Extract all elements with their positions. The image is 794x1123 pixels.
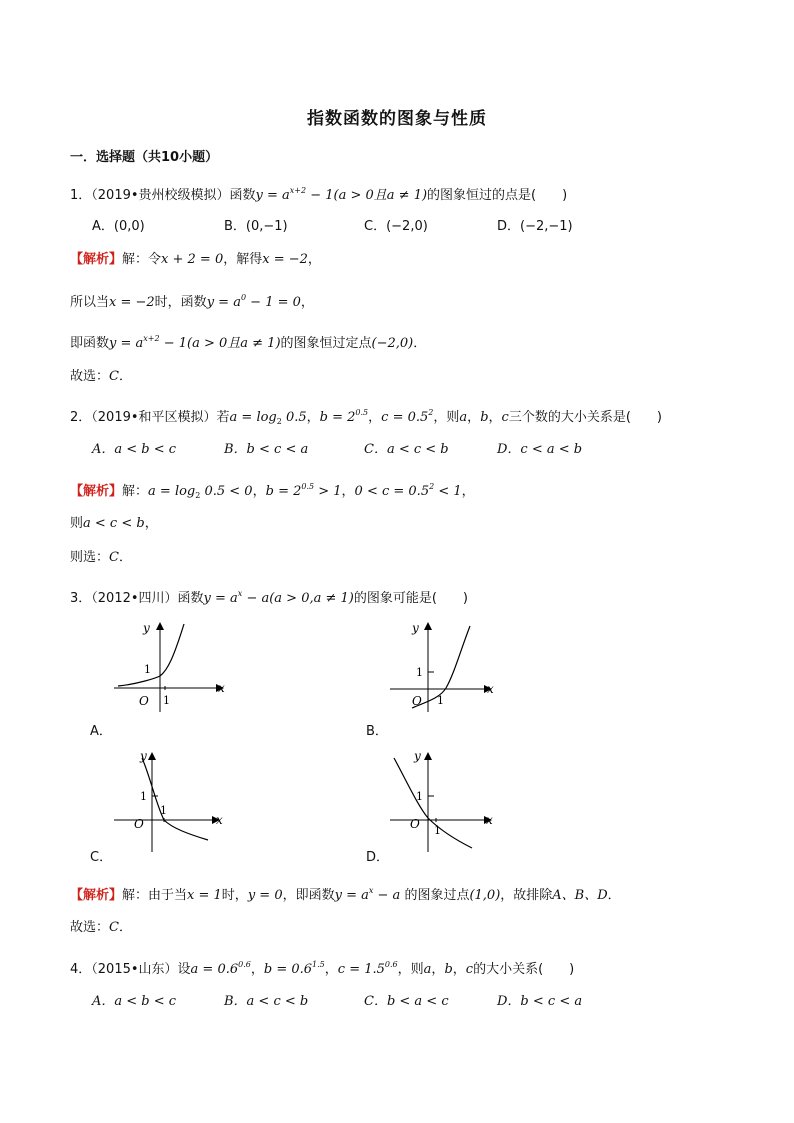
question-4-option-d: D．b < c < a	[497, 994, 583, 1009]
graph-c-x-label: x	[216, 813, 223, 827]
graph-a-tick-x: 1	[163, 694, 170, 707]
graph-d-y-arrow	[424, 752, 432, 760]
graph-option-c	[108, 744, 228, 856]
graph-option-d	[384, 744, 504, 856]
question-2-solution-line-2: 则a < c < b，	[70, 516, 158, 531]
question-2-option-b: B．b < c < a	[224, 442, 309, 457]
graph-a-tick-y: 1	[144, 663, 151, 676]
graph-b-tick-y: 1	[416, 666, 423, 679]
graph-c-origin: O	[134, 817, 144, 831]
page-title: 指数函数的图象与性质	[307, 109, 487, 129]
question-2-answer: 则选：C．	[70, 550, 132, 565]
graph-d-tick-x: 1	[434, 824, 441, 837]
graph-b-origin: O	[412, 694, 422, 708]
question-1-option-d: D．(−2,−1)	[497, 219, 573, 234]
graph-option-b	[384, 616, 504, 716]
question-1-stem: 1．（2019•贵州校级模拟）函数$y = a^{x+2} - 1(a > 0$且a ≠ 1)的图象恒过的点是( )	[70, 186, 568, 203]
graph-option-a	[108, 616, 228, 716]
graph-a-y-label: y	[143, 621, 150, 635]
graph-d-curve	[394, 758, 472, 848]
graph-a-origin: O	[139, 694, 149, 708]
graph-b-y-arrow	[424, 622, 432, 630]
question-2-option-c: C．a < c < b	[364, 442, 449, 457]
graph-c-label: C．	[90, 850, 113, 865]
question-1-solution-line-2: 所以当x = −2时，函数$y = a^0 - 1 = 0$，	[70, 293, 314, 310]
graph-b-tick-x: 1	[437, 694, 444, 707]
graph-b-x-label: x	[487, 682, 494, 696]
graph-d-origin: O	[410, 817, 420, 831]
question-3-answer: 故选：C．	[70, 920, 132, 935]
question-1-solution-line-3: 即函数$y = a^{x+2} - 1(a > 0$且a ≠ 1)的图象恒过定点(−2,0)．	[70, 334, 427, 351]
graph-d-tick-y: 1	[416, 790, 423, 803]
graph-b-y-label: y	[412, 621, 419, 635]
question-2-stem: 2．（2019•和平区模拟）若$a = \log_2 0.5$，$b = 2^{0.5}$，$c = 0.5^2$，则a，b，c三个数的大小关系是( )	[70, 408, 662, 426]
question-3-solution: 【解析】解：由于当x = 1时，y = 0，即函数$y = a^x - a$ 的图象过点(1,0)，故排除A、B、D．	[70, 886, 621, 903]
question-1-solution-line-1: 【解析】解：令x + 2 = 0，解得x = −2，	[70, 252, 321, 267]
question-2-option-d: D．c < a < b	[497, 442, 583, 457]
question-1-answer: 故选：C．	[70, 369, 132, 384]
graph-d-label: D．	[366, 850, 390, 865]
question-4-stem: 4．（2015•山东）设$a = 0.6^{0.6}$，$b = 0.6^{1.5}$，$c = 1.5^{0.6}$，则a，b，c的大小关系( )	[70, 960, 575, 977]
graph-a-curve	[118, 624, 184, 686]
section-heading: 一．选择题（共10小题）	[70, 150, 219, 165]
question-4-option-c: C．b < a < c	[364, 994, 449, 1009]
graph-a-x-label: x	[218, 681, 225, 695]
question-2-option-a: A．a < b < c	[92, 442, 177, 457]
graph-d-x-label: x	[486, 813, 493, 827]
question-4-option-b: B．a < c < b	[224, 994, 309, 1009]
graph-b-label: B．	[366, 724, 388, 739]
question-1-option-b: B．(0,−1)	[224, 219, 288, 234]
graph-c-y-arrow	[148, 752, 156, 760]
question-4-option-a: A．a < b < c	[92, 994, 177, 1009]
question-1-option-a: A．(0,0)	[92, 219, 145, 234]
graph-c-y-label: y	[140, 749, 147, 763]
graph-d-y-label: y	[414, 749, 421, 763]
question-3-stem: 3．（2012•四川）函数$y = a^x - a(a > 0,a \ne 1)$的图象可能是( )	[70, 589, 469, 606]
question-2-solution-line-1: 【解析】解：$a = \log_2 0.5 < 0$，$b = 2^{0.5} > 1$，$0 < c = 0.5^2 < 1$，	[70, 482, 475, 500]
question-1-option-c: C．(−2,0)	[364, 219, 428, 234]
graph-a-label: A．	[90, 724, 112, 739]
graph-c-tick-x: 1	[160, 804, 167, 817]
graph-a-y-arrow	[156, 622, 164, 630]
graph-c-tick-y: 1	[140, 790, 147, 803]
